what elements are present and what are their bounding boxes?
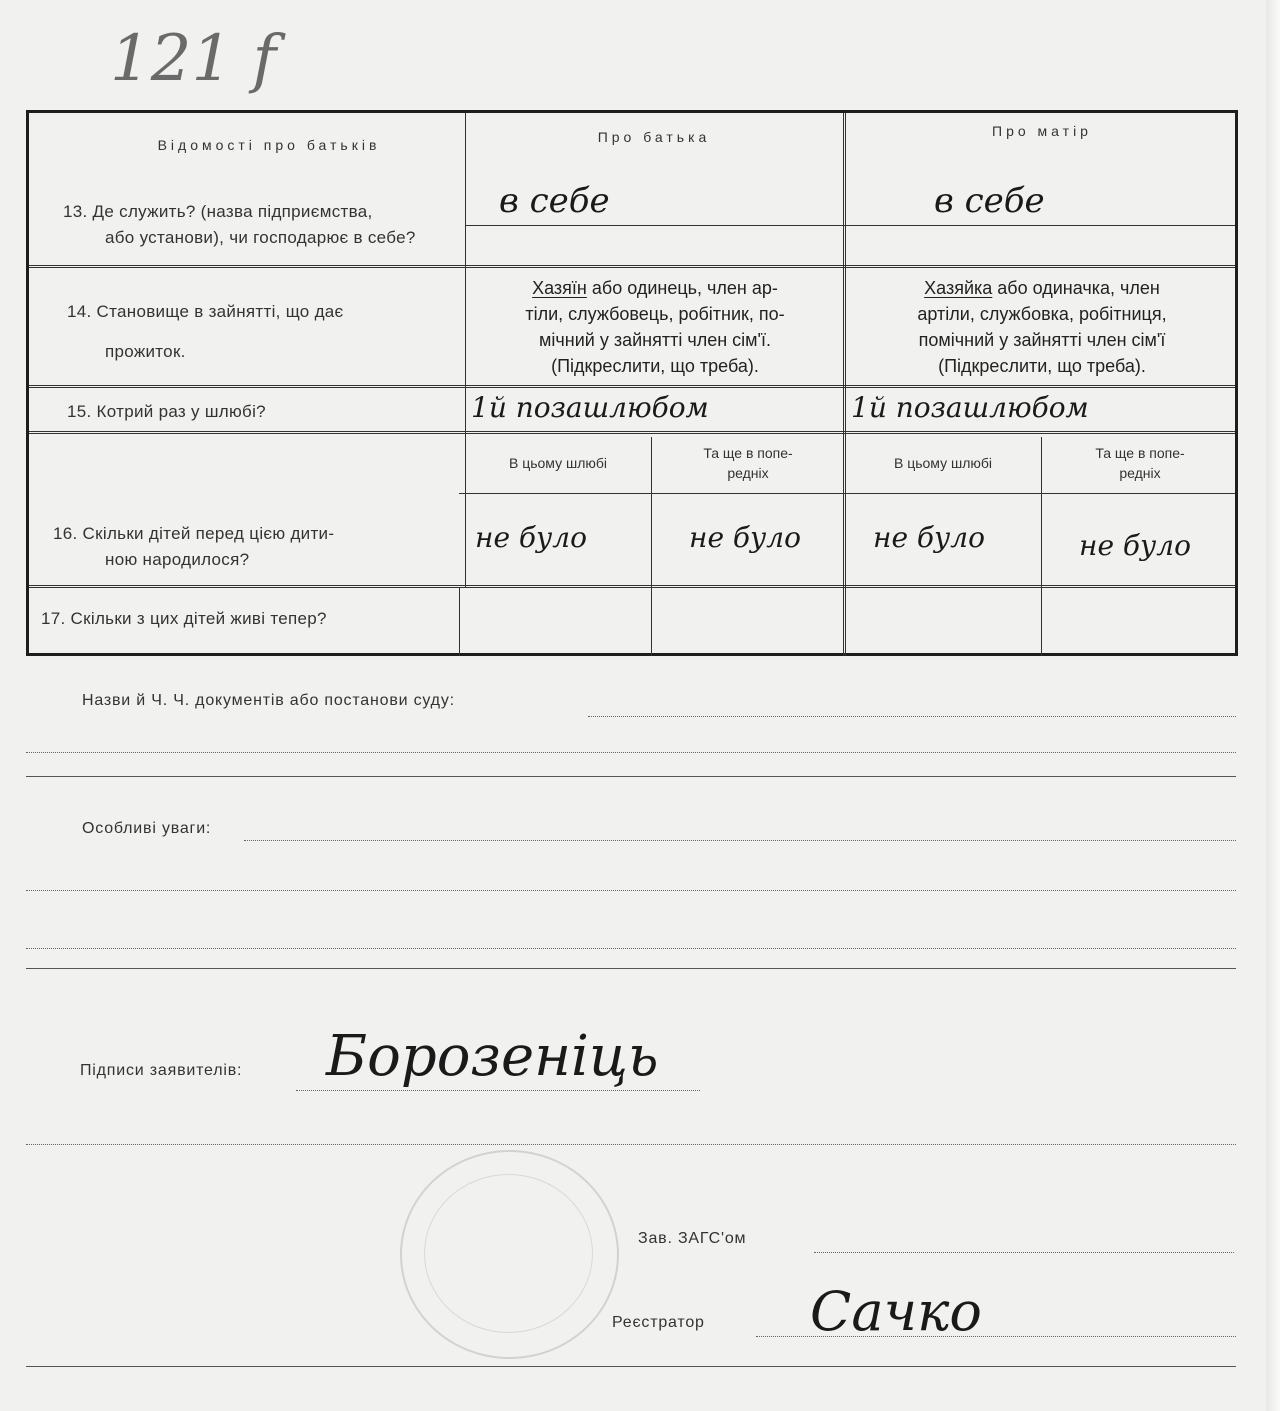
page-edge: [1266, 0, 1280, 1411]
q16-mother-this-answer: не було: [873, 521, 985, 554]
archive-number: 121 f: [110, 22, 277, 96]
documents-label: Назви й Ч. Ч. документів або постанови суду:: [82, 692, 455, 709]
documents-line-2: [26, 752, 1236, 753]
notes-line-1: [244, 840, 1236, 841]
applicant-signature: Борозеніць: [326, 1024, 659, 1089]
registrar-signature: Сачко: [810, 1280, 982, 1343]
q14-father-line2: тіли, службовець, робітник, по-: [525, 304, 785, 324]
col-divider-1b: [459, 587, 460, 656]
q16-father-this-answer: не було: [475, 521, 587, 554]
notes-line-3: [26, 948, 1236, 949]
row-divider-14: [29, 385, 1235, 388]
q14-father-options: [469, 275, 841, 379]
q16-label-line1: 16. Скільки дітей перед цією дити-: [53, 524, 335, 543]
q16-label-line2: ною народилося?: [105, 550, 250, 569]
bottom-rule: [26, 1366, 1236, 1367]
q16-mother-previous-head: [1045, 443, 1235, 483]
q14-mother-line3: помічний у зайнятті член сім'ї: [918, 330, 1166, 350]
q13-father-answer: в себе: [499, 181, 610, 221]
q14-mother-options: [849, 275, 1235, 379]
q14-mother-line2: артіли, службовка, робітниця,: [917, 304, 1167, 324]
q16-father-previous-line1: Та ще в попе-: [703, 445, 793, 461]
col-divider-sub-mother: [1041, 437, 1042, 656]
notes-label: Особливі уваги:: [82, 820, 212, 837]
q16-mother-previous-line1: Та ще в попе-: [1095, 445, 1185, 461]
q16-mother-this-marriage-head: В цьому шлюбі: [893, 455, 993, 471]
q13-label-line2: або установи), чи господарює в себе?: [105, 228, 416, 247]
q14-father-line1: або одинець, член ар-: [586, 278, 778, 298]
q15-father-answer: 1й позашлюбом: [471, 391, 709, 424]
signature-line: [296, 1090, 700, 1091]
q17-label: 17. Скільки з цих дітей живі тепер?: [41, 609, 327, 628]
q15-label: 15. Котрий раз у шлюбі?: [67, 402, 266, 421]
parents-info-table: [26, 110, 1238, 656]
q16-father-this-marriage-head: В цьому шлюбі: [508, 455, 608, 471]
q14-label-line2: прожиток.: [105, 342, 186, 361]
notes-line-2: [26, 890, 1236, 891]
documents-rule: [26, 776, 1236, 777]
q16-father-previous-answer: не було: [689, 521, 801, 554]
zags-head-label: Зав. ЗАГС'ом: [638, 1230, 747, 1247]
q13-underline: [465, 225, 1235, 226]
row-divider-16: [29, 585, 1235, 588]
registrar-label: Реєстратор: [612, 1314, 705, 1331]
header-father: Про батька: [597, 129, 711, 145]
notes-rule: [26, 968, 1236, 969]
q14-father-line3: мічний у зайнятті член сім'ї.: [539, 330, 771, 350]
row-divider-15: [29, 431, 1235, 434]
signatures-label: Підписи заявителів:: [80, 1062, 243, 1079]
official-stamp: [400, 1150, 619, 1359]
col-divider-sub-father: [651, 437, 652, 656]
row-divider-13: [29, 265, 1235, 268]
q16-mother-previous-line2: редніх: [1119, 465, 1161, 481]
header-parents-info: Відомості про батьків: [157, 137, 381, 153]
q14-mother-line1: або одиначка, член: [992, 278, 1160, 298]
documents-line-1: [588, 716, 1236, 717]
q14-father-line4: (Підкреслити, що треба).: [551, 356, 759, 376]
q14-label-line1: 14. Становище в зайнятті, що дає: [67, 302, 344, 321]
q14-mother-selected: Хазяйка: [924, 278, 993, 298]
header-mother: Про матір: [992, 123, 1092, 139]
q14-father-selected: Хазяїн: [532, 278, 587, 298]
zags-head-line: [814, 1252, 1234, 1253]
q16-father-previous-line2: редніх: [727, 465, 769, 481]
q16-mother-previous-answer: не було: [1079, 529, 1191, 562]
q16-father-previous-head: [655, 443, 841, 483]
row-divider-sub: [459, 493, 1235, 494]
q13-mother-answer: в себе: [934, 181, 1045, 221]
signature-line-2: [26, 1144, 1236, 1145]
q15-mother-answer: 1й позашлюбом: [851, 391, 1089, 424]
col-divider-1: [465, 113, 466, 587]
q14-mother-line4: (Підкреслити, що треба).: [938, 356, 1146, 376]
q13-label-line1: 13. Де служить? (назва підприємства,: [63, 202, 373, 221]
